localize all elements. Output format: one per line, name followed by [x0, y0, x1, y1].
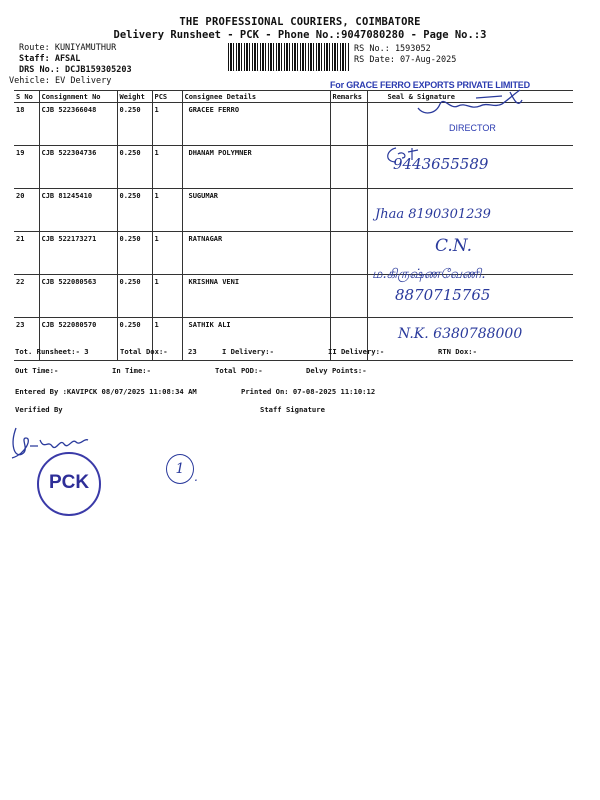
cell-sno: 21 [14, 232, 39, 275]
cell-pcs: 1 [152, 189, 182, 232]
cell-consignment: CJB 522080563 [39, 275, 117, 318]
col-weight: Weight [117, 91, 152, 103]
total-dox-value: 23 [188, 347, 197, 356]
printed-on: Printed On: 07-08-2025 11:10:12 [241, 387, 376, 396]
cell-sno: 20 [14, 189, 39, 232]
signature-row18 [410, 86, 525, 122]
cell-sno: 18 [14, 103, 39, 146]
handwritten-phone-row19: 9443655589 [393, 155, 489, 173]
route-block [9, 43, 132, 87]
vehicle-label: Vehicle: EV Delivery [9, 76, 112, 86]
director-stamp-text: DIRECTOR [449, 123, 496, 133]
cell-pcs: 1 [152, 146, 182, 189]
handwritten-initials-row21: C.N. [435, 236, 472, 256]
handwritten-phone-row22: 8870715765 [395, 286, 491, 304]
handwritten-name-row22: ம.கிருஷ்ணவேணி. [372, 267, 486, 282]
ii-delivery: II Delivery:- [328, 347, 385, 356]
barcode [228, 43, 350, 71]
cell-weight: 0.250 [117, 146, 152, 189]
route-label: Route: KUNIYAMUTHUR [19, 43, 117, 53]
staff-signature-label: Staff Signature [260, 405, 325, 414]
dot-mark: . [194, 470, 198, 484]
runsheet-title: Delivery Runsheet - PCK - Phone No.:9047080280 - Page No.:3 [113, 29, 487, 41]
i-delivery: I Delivery:- [222, 347, 274, 356]
total-dox: Total Dox:- [120, 347, 168, 356]
cell-sno: 22 [14, 275, 39, 318]
verified-by: Verified By [15, 405, 63, 414]
rs-number: RS No.: 1593052 [354, 44, 431, 54]
rtn-dox: RTN Dox:- [438, 347, 477, 356]
handwritten-note-row23: N.K. 6380788000 [398, 326, 523, 342]
tot-runsheet: Tot. Runsheet:- 3 [15, 347, 89, 356]
table-row [14, 232, 573, 275]
in-time: In Time:- [112, 366, 151, 375]
cell-pcs: 1 [152, 103, 182, 146]
cell-consignee: RATNAGAR [182, 232, 330, 275]
total-pod: Total POD:- [215, 366, 263, 375]
cell-consignee: SUGUMAR [182, 189, 330, 232]
cell-weight: 0.250 [117, 189, 152, 232]
rs-date: RS Date: 07-Aug-2025 [354, 55, 457, 65]
drs-label: DRS No.: DCJB159305203 [19, 65, 132, 75]
cell-remarks [330, 275, 367, 318]
handwritten-note-row20: Jhaa 8190301239 [375, 207, 491, 222]
cell-pcs: 1 [152, 318, 182, 361]
cell-remarks [330, 146, 367, 189]
cell-pcs: 1 [152, 232, 182, 275]
rs-block [354, 44, 456, 66]
company-title: THE PROFESSIONAL COURIERS, COIMBATORE [179, 16, 421, 28]
cell-consignee: GRACEE FERRO [182, 103, 330, 146]
out-time: Out Time:- [15, 366, 59, 375]
cell-consignment: CJB 522366048 [39, 103, 117, 146]
pck-stamp: PCK [37, 452, 101, 516]
cell-consignee: KRISHNA VENI [182, 275, 330, 318]
cell-weight: 0.250 [117, 232, 152, 275]
circled-number-mark [166, 454, 194, 484]
cell-consignment: CJB 522304736 [39, 146, 117, 189]
staff-label: Staff: AFSAL [19, 54, 81, 64]
table-row [14, 146, 573, 189]
col-seal-signature: Seal & Signature [367, 91, 573, 103]
cell-weight: 0.250 [117, 275, 152, 318]
cell-pcs: 1 [152, 275, 182, 318]
delvy-points: Delvy Points:- [306, 366, 367, 375]
cell-weight: 0.250 [117, 318, 152, 361]
cell-remarks [330, 189, 367, 232]
cell-consignment: CJB 522080570 [39, 318, 117, 361]
col-pcs: PCS [152, 91, 182, 103]
cell-consignee: SATHIK ALI [182, 318, 330, 361]
cell-sno: 23 [14, 318, 39, 361]
cell-remarks [330, 232, 367, 275]
col-remarks: Remarks [330, 91, 367, 103]
cell-remarks [330, 103, 367, 146]
cell-weight: 0.250 [117, 103, 152, 146]
cell-consignment: CJB 81245410 [39, 189, 117, 232]
cell-consignment: CJB 522173271 [39, 232, 117, 275]
cell-sno: 19 [14, 146, 39, 189]
circled-number: 1 [175, 461, 185, 477]
company-stamp-text: For GRACE FERRO EXPORTS PRIVATE LIMITED [330, 80, 530, 90]
cell-consignee: DHANAM POLYMNER [182, 146, 330, 189]
col-sno: S No [14, 91, 39, 103]
entered-by: Entered By :KAVIPCK 08/07/2025 11:08:34 AM [15, 387, 197, 396]
col-consignee: Consignee Details [182, 91, 330, 103]
col-consignment: Consignment No [39, 91, 117, 103]
